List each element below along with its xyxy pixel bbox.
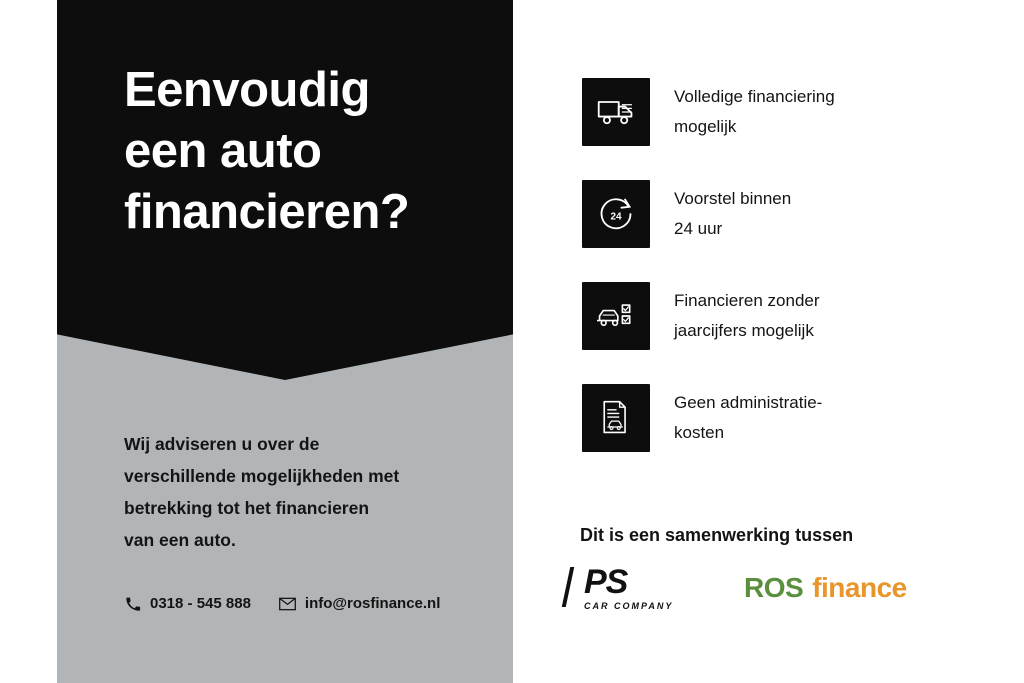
phone-contact[interactable] [124, 595, 251, 612]
envelope-icon [279, 595, 296, 612]
ps-logo-bar [562, 567, 575, 607]
ps-logo-subtitle: CAR COMPANY [584, 601, 674, 611]
email-address: info@rosfinance.nl [304, 595, 441, 612]
svg-text:24: 24 [610, 210, 622, 222]
usp-text [674, 82, 835, 142]
usp-line-2: 24 uur [674, 218, 723, 238]
ros-logo-word-2: finance [812, 572, 907, 603]
usp-line-2: kosten [674, 422, 725, 442]
phone-icon [124, 595, 141, 612]
right-panel [560, 0, 1024, 683]
usp-line-1: Financieren zonder [674, 290, 820, 310]
usp-line-2: mogelijk [674, 116, 737, 136]
usp-item [582, 272, 1012, 359]
phone-number: 0318 - 545 888 [150, 595, 251, 612]
usp-line-1: Geen administratie- [674, 392, 823, 412]
headline-line-2: een auto [124, 124, 322, 178]
email-contact[interactable] [279, 595, 440, 612]
usp-line-2: jaarcijfers mogelijk [674, 320, 814, 340]
usp-text [674, 184, 791, 244]
partner-heading: Dit is een samenwerking tussen [580, 525, 854, 545]
ros-logo-word-1: ROS [744, 572, 804, 603]
car-checklist-icon [582, 282, 650, 350]
usp-item [582, 374, 1012, 461]
truck-icon [582, 78, 650, 146]
advice-text [124, 428, 484, 556]
left-panel [57, 0, 513, 683]
ps-logo-mark: PS [584, 563, 628, 601]
usp-list [582, 68, 1012, 476]
contact-row [124, 595, 440, 612]
document-car-icon [582, 384, 650, 452]
headline-line-1: Eenvoudig [124, 63, 370, 117]
usp-item [582, 68, 1012, 155]
advice-line-2: verschillende mogelijkheden met [124, 466, 400, 486]
partner-logos [580, 565, 1000, 611]
headline-line-3: financieren? [124, 185, 410, 239]
headline [124, 60, 504, 243]
clock-24-icon [582, 180, 650, 248]
usp-line-1: Volledige financiering [674, 86, 835, 106]
usp-text [674, 388, 822, 448]
ros-finance-logo [744, 572, 907, 604]
advice-line-3: betrekking tot het financieren [124, 498, 370, 518]
advice-line-4: van een auto. [124, 530, 236, 550]
usp-line-1: Voorstel binnen [674, 188, 792, 208]
usp-item [582, 170, 1012, 257]
ps-car-company-logo [580, 565, 684, 611]
usp-text [674, 286, 820, 346]
advice-line-1: Wij adviseren u over de [124, 434, 320, 454]
